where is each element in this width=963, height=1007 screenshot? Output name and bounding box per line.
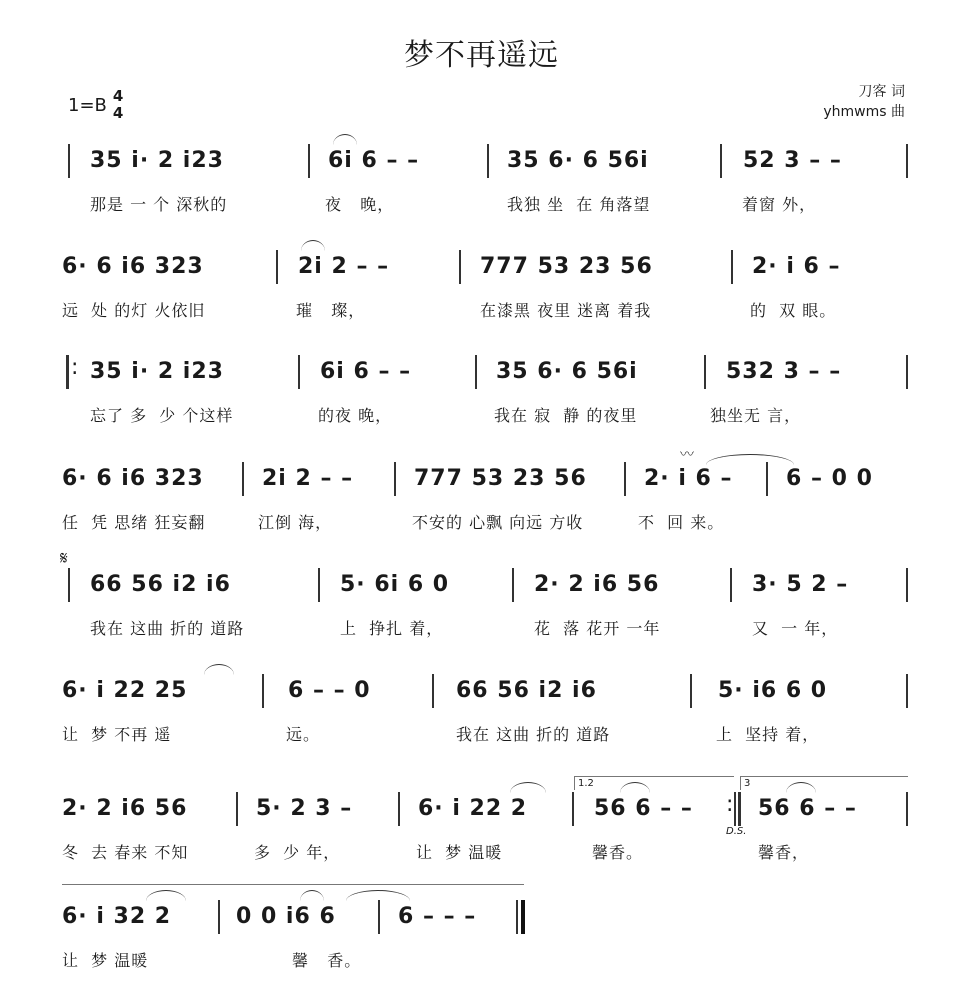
measure: 6· 6 i6 323 bbox=[62, 466, 204, 491]
volta-bracket-2 bbox=[740, 776, 908, 777]
lyrics-line bbox=[0, 946, 963, 976]
volta-bracket-1-edge bbox=[574, 776, 575, 790]
lyric: 在漆黑 夜里 迷离 着我 bbox=[480, 301, 652, 320]
lyric: 独坐无 言， bbox=[710, 406, 802, 425]
measure: 6· i 22 25 bbox=[62, 678, 188, 703]
time-signature-top: 4 bbox=[112, 87, 124, 105]
lyric: 不 回 来。 bbox=[638, 513, 725, 532]
notes-line bbox=[0, 464, 963, 494]
measure: 6 – 0 0 bbox=[786, 466, 873, 491]
lyric: 忘了 多 少 个这样 bbox=[90, 406, 234, 425]
score-row-3 bbox=[0, 357, 963, 462]
volta-bracket-3 bbox=[62, 884, 524, 885]
notes-line bbox=[0, 357, 963, 387]
lyrics-line bbox=[0, 296, 963, 326]
measure: 2· 2 i6 56 bbox=[534, 572, 660, 597]
slur bbox=[510, 782, 546, 793]
measure: 0 0 i6 6 bbox=[236, 904, 336, 929]
mordent-icon: 〰 bbox=[680, 447, 694, 463]
measure: 532 3 – – bbox=[726, 359, 842, 384]
measure: 35 6· 6 56i bbox=[496, 359, 638, 384]
lyric: 我在 这曲 折的 道路 bbox=[456, 725, 611, 744]
notes-line bbox=[0, 902, 963, 932]
key-signature bbox=[68, 88, 123, 122]
notes-line bbox=[0, 570, 963, 600]
measure: 35 6· 6 56i bbox=[507, 148, 649, 173]
credits bbox=[823, 82, 905, 122]
measure: 6· i 22 2 bbox=[418, 796, 528, 821]
lyric: 璀 璨， bbox=[296, 301, 366, 320]
measure: 35 i· 2 i23 bbox=[90, 148, 224, 173]
measure: 56 6 – – bbox=[594, 796, 693, 821]
composer: yhmwms 曲 bbox=[823, 104, 905, 120]
lyric: 冬 去 春来 不知 bbox=[62, 843, 189, 862]
lyrics-line bbox=[0, 614, 963, 644]
lyric: 我在 这曲 折的 道路 bbox=[90, 619, 245, 638]
measure: 2· i 6 – bbox=[644, 466, 733, 491]
lyric: 让 梦 温暖 bbox=[416, 843, 503, 862]
measure: 2· 2 i6 56 bbox=[62, 796, 188, 821]
segno-icon: 𝄋 bbox=[60, 548, 68, 569]
lyric: 馨香， bbox=[758, 843, 810, 862]
measure: 5· 2 3 – bbox=[256, 796, 353, 821]
lyric: 上 坚持 着， bbox=[716, 725, 820, 744]
measure: 777 53 23 56 bbox=[480, 254, 653, 279]
volta-1-label: 1.2 bbox=[578, 778, 594, 789]
key-label: 1=B bbox=[68, 94, 107, 116]
lyric: 那是 一 个 深秋的 bbox=[90, 195, 228, 214]
measure: 3· 5 2 – bbox=[752, 572, 849, 597]
measure: 56 6 – – bbox=[758, 796, 857, 821]
notes-line bbox=[0, 146, 963, 176]
repeat-dots: : bbox=[71, 355, 79, 380]
lyric: 远。 bbox=[286, 725, 321, 744]
slur bbox=[333, 134, 357, 145]
score-row-6 bbox=[0, 676, 963, 781]
lyric: 花 落 花开 一年 bbox=[534, 619, 661, 638]
volta-bracket-1 bbox=[574, 776, 734, 777]
measure: 66 56 i2 i6 bbox=[90, 572, 231, 597]
measure: 6i 6 – – bbox=[328, 148, 420, 173]
lyric: 我在 寂 静 的夜里 bbox=[494, 406, 638, 425]
notes-line bbox=[0, 252, 963, 282]
lyrics-line bbox=[0, 401, 963, 431]
score-row-5 bbox=[0, 548, 963, 675]
measure: 2· i 6 – bbox=[752, 254, 841, 279]
lyric: 任 凭 思绪 狂妄翻 bbox=[62, 513, 206, 532]
measure: 6 – – 0 bbox=[288, 678, 371, 703]
score-row-8 bbox=[0, 902, 963, 1007]
measure: 5· i6 6 0 bbox=[718, 678, 828, 703]
measure: 5· 6i 6 0 bbox=[340, 572, 450, 597]
lyric: 着窗 外， bbox=[742, 195, 817, 214]
measure: 2i 2 – – bbox=[262, 466, 354, 491]
measure: 6· 6 i6 323 bbox=[62, 254, 204, 279]
lyric: 的夜 晚， bbox=[318, 406, 393, 425]
lyric: 多 少 年， bbox=[254, 843, 341, 862]
slur bbox=[786, 782, 816, 793]
ds-marker: D.S. bbox=[726, 826, 747, 837]
volta-bracket-2-edge bbox=[740, 776, 741, 790]
measure: 2i 2 – – bbox=[298, 254, 390, 279]
measure: 6i 6 – – bbox=[320, 359, 412, 384]
lyrics-line bbox=[0, 508, 963, 538]
repeat-dots: : bbox=[726, 792, 734, 817]
measure: 35 i· 2 i23 bbox=[90, 359, 224, 384]
song-title: 梦不再遥远 bbox=[404, 38, 559, 73]
measure: 66 56 i2 i6 bbox=[456, 678, 597, 703]
score-row-4 bbox=[0, 447, 963, 569]
lyrics-line bbox=[0, 190, 963, 220]
score-row-1 bbox=[0, 146, 963, 251]
lyricist: 刀客 词 bbox=[858, 84, 905, 100]
lyric: 上 挣扎 着， bbox=[340, 619, 444, 638]
lyric: 馨 香。 bbox=[292, 951, 362, 970]
measure: 52 3 – – bbox=[743, 148, 842, 173]
volta-2-label: 3 bbox=[744, 778, 751, 789]
measure: 6· i 32 2 bbox=[62, 904, 172, 929]
lyrics-line bbox=[0, 838, 963, 868]
lyric: 的 双 眼。 bbox=[750, 301, 837, 320]
time-signature-bottom: 4 bbox=[112, 104, 124, 122]
lyric: 让 梦 不再 遥 bbox=[62, 725, 172, 744]
lyric: 远 处 的灯 火依旧 bbox=[62, 301, 206, 320]
notes-line bbox=[0, 676, 963, 706]
lyric: 夜 晚， bbox=[325, 195, 395, 214]
lyric: 又 一 年， bbox=[752, 619, 839, 638]
lyric: 江倒 海， bbox=[258, 513, 333, 532]
lyrics-line bbox=[0, 720, 963, 750]
measure: 6 – – – bbox=[398, 904, 477, 929]
measure: 777 53 23 56 bbox=[414, 466, 587, 491]
time-signature bbox=[113, 88, 123, 122]
score-row-2 bbox=[0, 252, 963, 357]
lyric: 我独 坐 在 角落望 bbox=[507, 195, 651, 214]
slur bbox=[620, 782, 650, 793]
lyric: 馨香。 bbox=[592, 843, 644, 862]
lyric: 不安的 心飘 向远 方收 bbox=[412, 513, 584, 532]
notes-line bbox=[0, 794, 963, 824]
lyric: 让 梦 温暖 bbox=[62, 951, 149, 970]
